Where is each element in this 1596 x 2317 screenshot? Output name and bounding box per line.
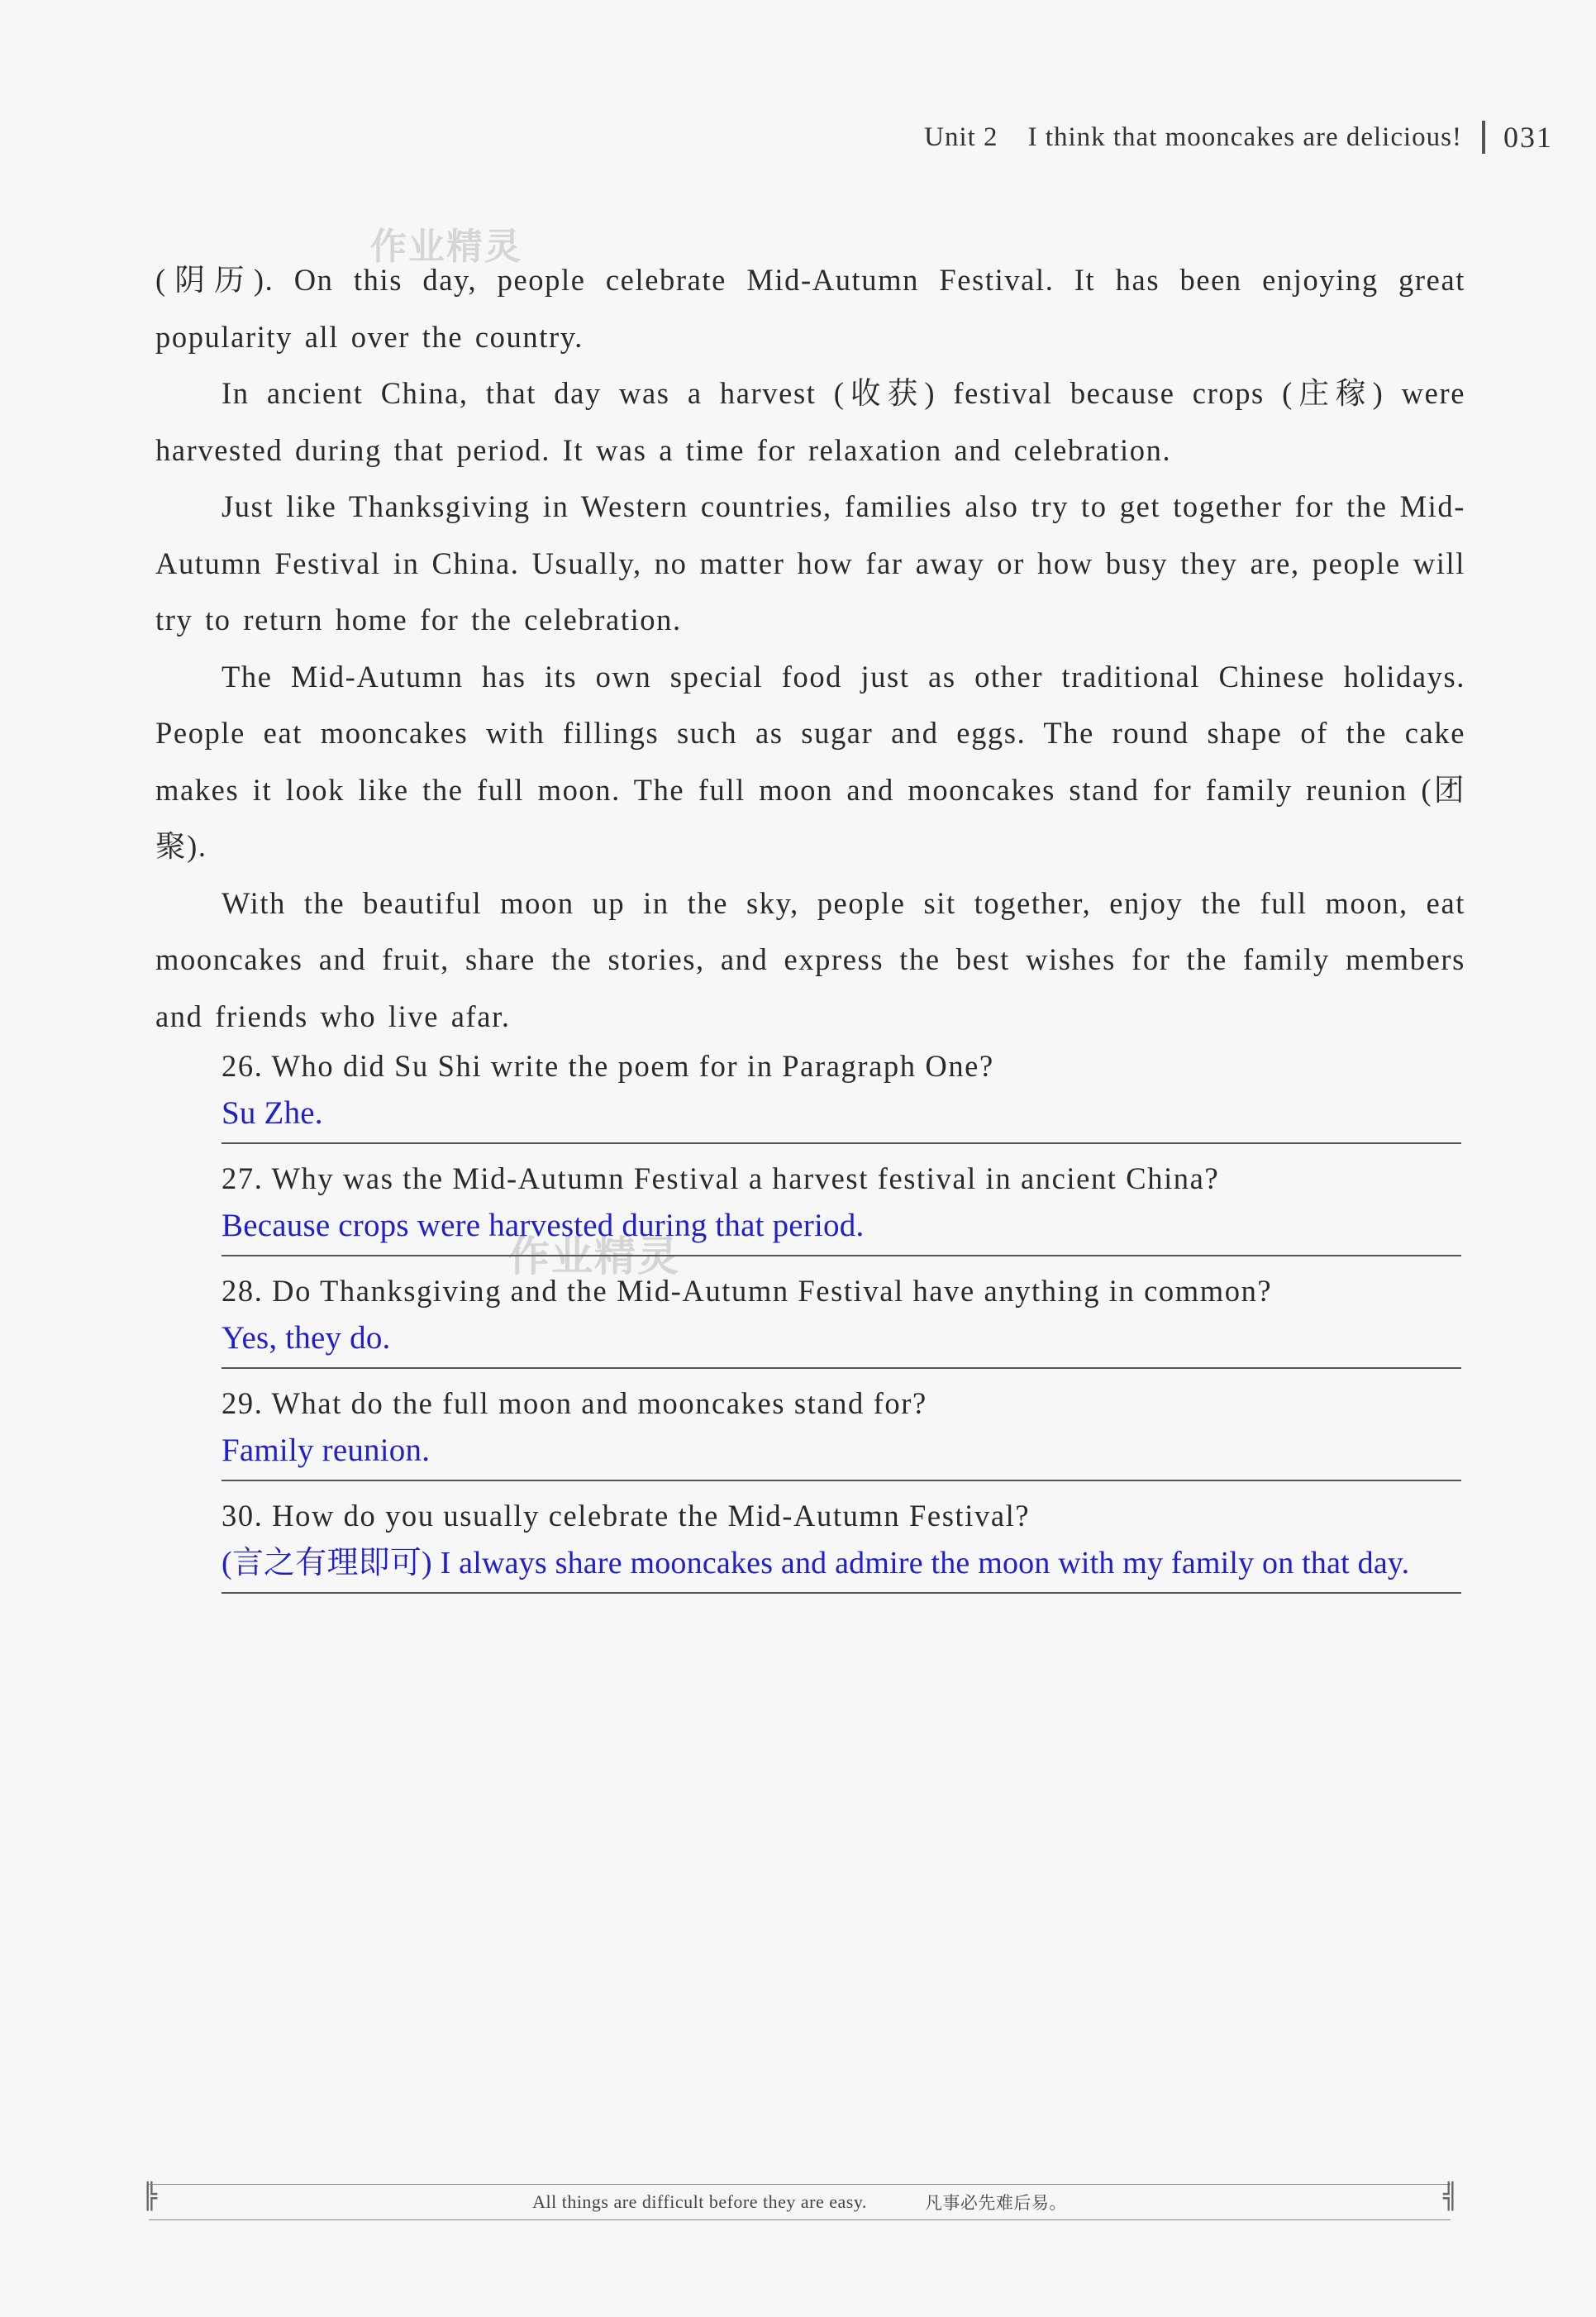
- qa-item-29: [222, 1380, 1461, 1481]
- question-30: 30. How do you usually celebrate the Mid-Autumn Festival?: [222, 1499, 1031, 1533]
- passage-paragraph-4: The Mid-Autumn has its own special food just as other traditional Chinese holidays. People eat mooncakes with fillings such as sugar and eggs. The round shape of the cake makes it look like the full moon. The full moon and mooncakes stand for family reunion (团聚).: [155, 659, 1465, 863]
- question-29: 29. What do the full moon and mooncakes stand for?: [222, 1386, 927, 1420]
- answer-line: [222, 1367, 1461, 1369]
- question-27: 27. Why was the Mid-Autumn Festival a harvest festival in ancient China?: [222, 1161, 1220, 1195]
- passage-paragraph-2: In ancient China, that day was a harvest (收获) festival because crops (庄稼) were harvested during that period. It was a time for relaxation and celebration.: [155, 376, 1465, 467]
- header-divider: [1482, 121, 1485, 154]
- question-26: 26. Who did Su Shi write the poem for in Paragraph One?: [222, 1049, 994, 1083]
- passage-paragraph-3: Just like Thanksgiving in Western countries, families also try to get together for the Mid-Autumn Festival in China. Usually, no matter how far away or how busy they are, people will try to return home for the celebration.: [155, 489, 1465, 636]
- watermark-top: 作业精灵: [370, 226, 522, 268]
- answer-27: Because crops were harvested during that period.: [222, 1208, 865, 1243]
- footer-motto-chinese: 凡事必先难后易。: [924, 2193, 1067, 2213]
- page-footer: [149, 2184, 1451, 2220]
- answer-30: (言之有理即可) I always share mooncakes and admire the moon with my family on that day.: [222, 1546, 1410, 1580]
- answer-26: Su Zhe.: [222, 1095, 323, 1131]
- unit-title: I think that mooncakes are delicious!: [1027, 122, 1462, 152]
- qa-item-28: [222, 1268, 1461, 1369]
- footer-ornament-right-icon: ╣: [1443, 2182, 1459, 2211]
- footer-ornament-left-icon: ╠: [142, 2182, 158, 2211]
- unit-label: Unit 2: [924, 122, 998, 152]
- answer-line: [222, 1142, 1461, 1144]
- qa-item-27: [222, 1156, 1461, 1256]
- watermark-middle: 作业精灵: [508, 1232, 680, 1280]
- qa-item-26: [222, 1043, 1461, 1144]
- footer-motto-english: All things are difficult before they are easy.: [532, 2191, 867, 2212]
- page-header: [924, 120, 1553, 155]
- question-28: 28. Do Thanksgiving and the Mid-Autumn Festival have anything in common?: [222, 1274, 1273, 1308]
- passage-paragraph-5: With the beautiful moon up in the sky, people sit together, enjoy the full moon, eat mooncakes and fruit, share the stories, and express the best wishes for the family members and friends who live afar.: [155, 885, 1465, 1033]
- passage-paragraph-1: (阴历). On this day, people celebrate Mid-Autumn Festival. It has been enjoying great popularity all over the country.: [155, 263, 1465, 354]
- answer-28: Yes, they do.: [222, 1320, 391, 1356]
- answer-29: Family reunion.: [222, 1433, 431, 1468]
- page-number: 031: [1503, 121, 1553, 154]
- answer-line: [222, 1480, 1461, 1481]
- qa-item-30: [222, 1493, 1461, 1594]
- answer-line: [222, 1592, 1461, 1594]
- answer-line: [222, 1255, 1461, 1256]
- reading-passage: [155, 252, 1465, 1045]
